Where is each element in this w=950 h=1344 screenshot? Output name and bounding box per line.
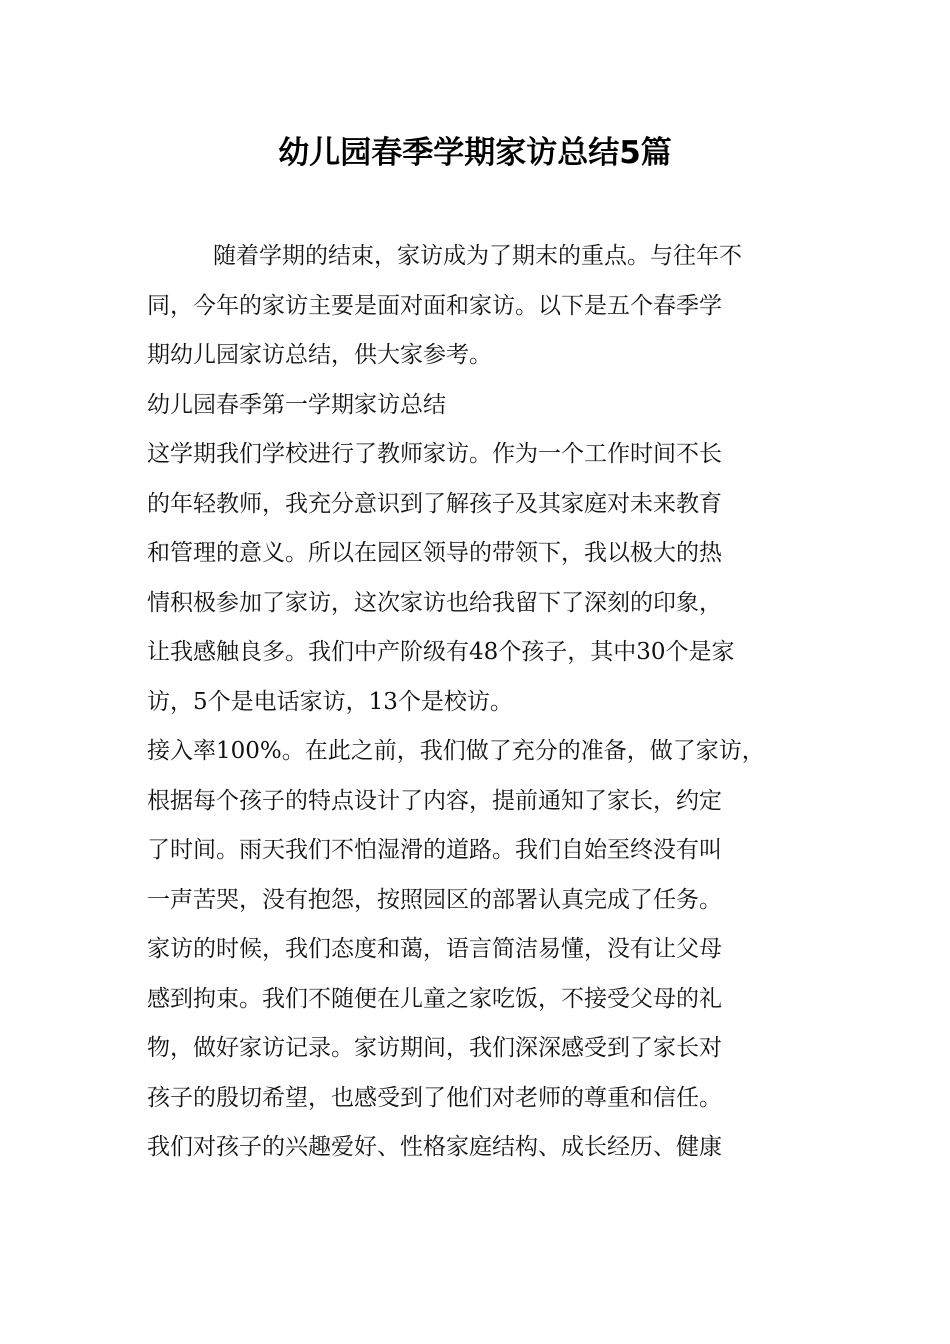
text-line: 这学期我们学校进行了教师家访。作为一个工作时间不长 <box>147 441 722 467</box>
text-line: 了时间。雨天我们不怕湿滑的道路。我们自始至终没有叫 <box>147 837 722 863</box>
text-line: 孩子的殷切希望，也感受到了他们对老师的尊重和信任。 <box>147 1084 722 1111</box>
text-line: 期幼儿园家访总结，供大家参考。 <box>147 342 492 368</box>
section-heading: 幼儿园春季第一学期家访总结 <box>147 391 446 418</box>
text-line: 物，做好家访记录。家访期间，我们深深感受到了家长对 <box>147 1035 722 1061</box>
text-line: 一声苦哭，没有抱怨，按照园区的部署认真完成了任务。 <box>147 886 722 913</box>
text-line: 让我感触良多。我们中产阶级有48个孩子，其中30个是家 <box>147 639 735 665</box>
text-line: 的年轻教师，我充分意识到了解孩子及其家庭对未来教育 <box>147 490 722 517</box>
text-line: 根据每个孩子的特点设计了内容，提前通知了家长，约定 <box>147 787 722 814</box>
text-line: 家访的时候，我们态度和蔼，语言简洁易懂，没有让父母 <box>147 936 722 962</box>
text-line: 访，5个是电话家访，13个是校访。 <box>147 688 513 715</box>
text-line: 同，今年的家访主要是面对面和家访。以下是五个春季学 <box>147 292 722 319</box>
document-body <box>147 232 817 1173</box>
document-title: 幼儿园春季学期家访总结5篇 <box>278 135 672 171</box>
text-line: 接入率100%。在此之前，我们做了充分的准备，做了家访， <box>147 738 765 764</box>
text-line: 和管理的意义。所以在园区领导的带领下，我以极大的热 <box>147 540 722 566</box>
text-line: 随着学期的结束，家访成为了期末的重点。与往年不 <box>213 243 742 269</box>
text-line: 情积极参加了家访，这次家访也给我留下了深刻的印象， <box>147 589 722 616</box>
text-line: 我们对孩子的兴趣爱好、性格家庭结构、成长经历、健康 <box>147 1134 722 1160</box>
text-line: 感到拘束。我们不随便在儿童之家吃饭，不接受父母的礼 <box>147 985 722 1012</box>
